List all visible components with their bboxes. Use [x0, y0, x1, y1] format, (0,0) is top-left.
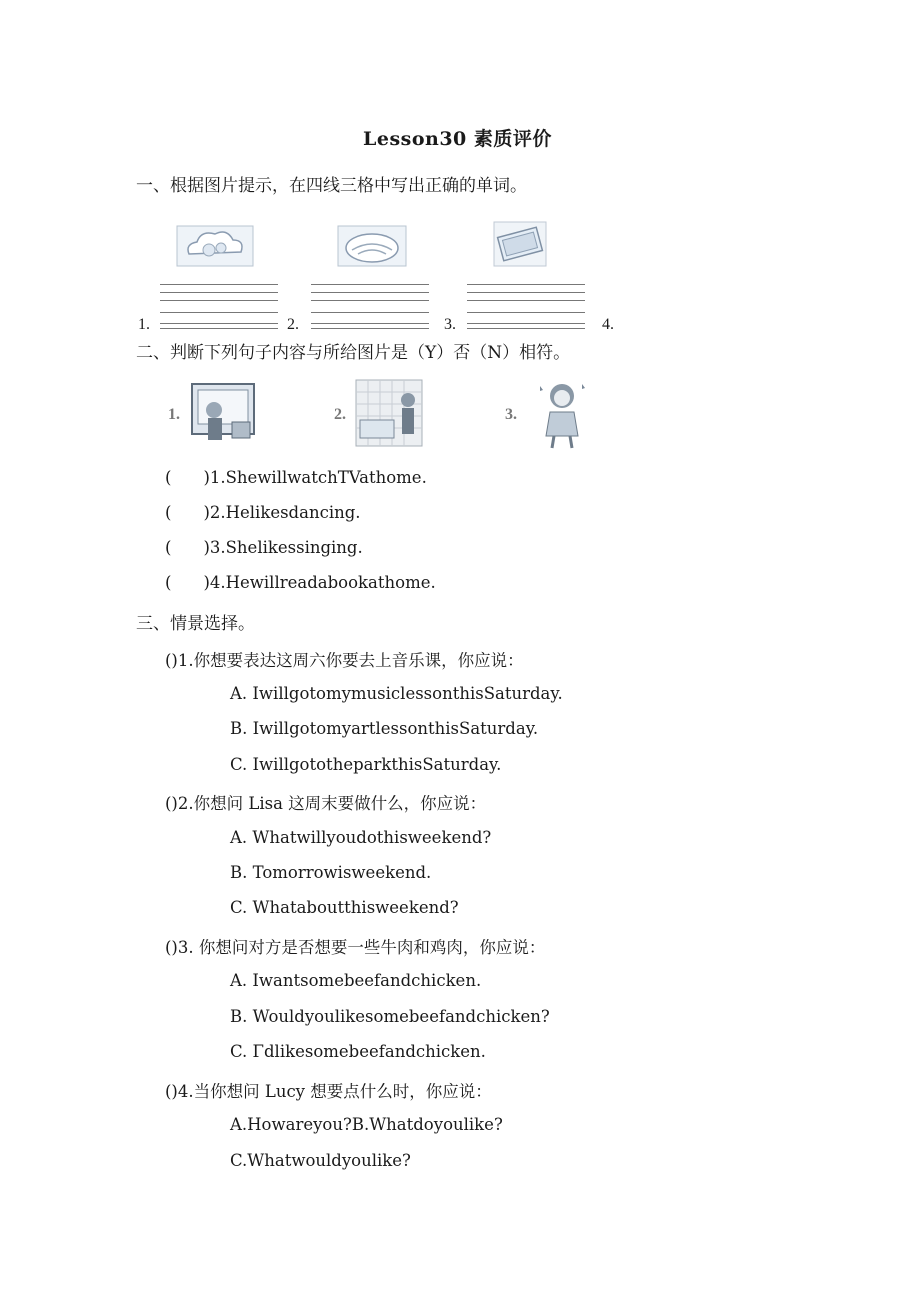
option-4c[interactable]: C.Whatwouldyoulike? — [230, 1151, 411, 1170]
section1-heading: 一、根据图片提示，在四线三格中写出正确的单词。 — [136, 176, 527, 196]
option-4ab[interactable]: A.Howareyou?B.Whatdoyoulike? — [230, 1115, 503, 1134]
picture-card-icon — [490, 218, 550, 270]
question-2: ()2.你想问 Lisa 这周末要做什么，你应说： — [165, 794, 487, 813]
grid-number-2: 2. — [287, 316, 299, 333]
judge-item-4: ( )4.Hewillreadabookathome. — [165, 573, 436, 592]
option-3b[interactable]: B. Wouldyoulikesomebeefandchicken? — [230, 1007, 550, 1026]
tv-scene-icon — [186, 378, 260, 450]
grid-number-3: 3. — [444, 316, 456, 333]
option-1b[interactable]: B. IwillgotomyartlessonthisSaturday. — [230, 719, 539, 738]
judge-sentence: 1.ShewillwatchTVathome. — [209, 468, 427, 487]
option-3c[interactable]: C. Γdlikesomebeefandchicken. — [230, 1042, 486, 1061]
question-4: ()4.当你想问 Lucy 想要点什么时，你应说： — [165, 1082, 492, 1101]
writing-grid-2[interactable] — [311, 284, 429, 328]
judge-sentence: 2.Helikesdancing. — [209, 503, 361, 522]
dancing-scene-icon — [352, 376, 426, 452]
question-3: ()3. 你想问对方是否想要一些牛肉和鸡肉，你应说： — [165, 938, 546, 957]
answer-blank[interactable]: ( — [165, 538, 172, 557]
singing-girl-icon — [532, 376, 592, 452]
answer-blank[interactable]: ( — [165, 503, 172, 522]
grid-number-1: 1. — [138, 316, 150, 333]
cloud-icon — [175, 220, 255, 270]
writing-grid-1[interactable] — [160, 284, 278, 328]
option-2a[interactable]: A. Whatwillyoudothisweekend? — [230, 828, 492, 847]
judge-item-3: ( )3.Shelikessinging. — [165, 538, 363, 557]
option-2c[interactable]: C. Whataboutthisweekend? — [230, 898, 459, 917]
page-title: Lesson30 素质评价 — [363, 128, 552, 150]
section3-heading: 三、情景选择。 — [136, 614, 255, 634]
sun-cloud-icon — [336, 220, 408, 270]
judge-sentence: 3.Shelikessinging. — [209, 538, 363, 557]
picture-label-3: 3. — [505, 406, 517, 423]
picture-label-2: 2. — [334, 406, 346, 423]
option-2b[interactable]: B. Tomorrowisweekend. — [230, 863, 432, 882]
option-1c[interactable]: C. IwillgototheparkthisSaturday. — [230, 755, 502, 774]
grid-number-4: 4. — [602, 316, 614, 333]
judge-item-1: ( )1.ShewillwatchTVathome. — [165, 468, 427, 487]
question-1: ()1.你想要表达这周六你要去上音乐课，你应说： — [165, 651, 524, 670]
answer-blank[interactable]: ( — [165, 468, 172, 487]
picture-label-1: 1. — [168, 406, 180, 423]
writing-grid-3[interactable] — [467, 284, 585, 328]
option-3a[interactable]: A. Iwantsomebeefandchicken. — [230, 971, 482, 990]
section2-heading: 二、判断下列句子内容与所给图片是（Y）否（N）相符。 — [136, 343, 571, 363]
judge-item-2: ( )2.Helikesdancing. — [165, 503, 361, 522]
judge-sentence: 4.Hewillreadabookathome. — [209, 573, 436, 592]
option-1a[interactable]: A. IwillgotomymusiclessonthisSaturday. — [230, 684, 563, 703]
answer-blank[interactable]: ( — [165, 573, 172, 592]
